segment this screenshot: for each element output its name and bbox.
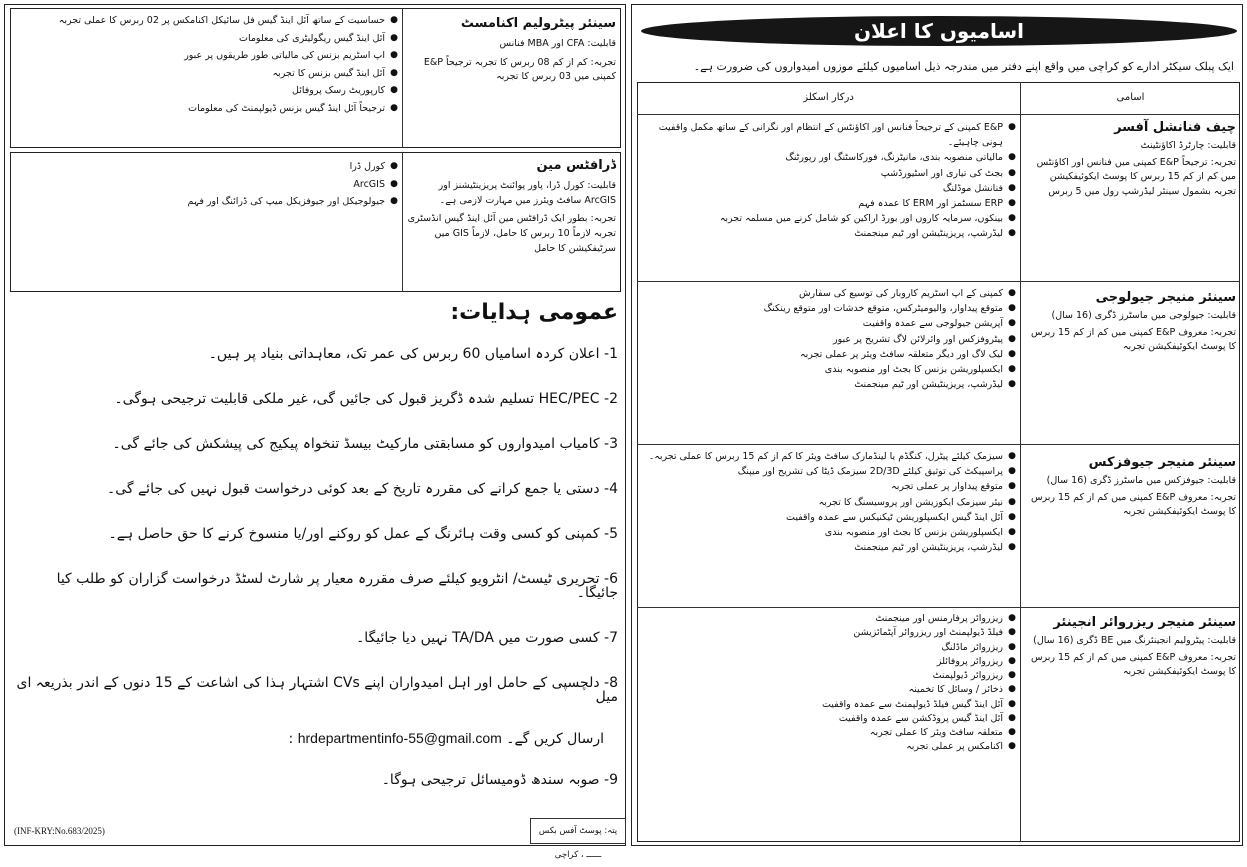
skill-item: ● پراسپیکٹ کی توثیق کیلئے 2D/3D سیزمک ڈیٹا کی تشریح اور میپنگ xyxy=(642,464,1016,479)
instruction-item: 3- کامیاب امیدواروں کو مسابقتی مارکیٹ بیسڈ تنخواہ پیکیج کی پیشکش کی جائے گی۔ xyxy=(112,436,618,452)
header-row-line xyxy=(637,114,1240,115)
position-title: سینئر منیجر جیولوجی xyxy=(1095,290,1236,305)
skill-item: ● اکنامکس پر عملی تجربہ xyxy=(642,740,1016,754)
skill-item: ● لیک لاگ اور دیگر متعلقہ سافٹ ویئر پر عملی تجربہ xyxy=(642,347,1016,362)
skill-item: ● نیئر سیزمک ایکوزیشن اور پروسیسنگ کا تجربہ xyxy=(642,495,1016,510)
position-economist xyxy=(406,16,616,85)
skill-item: ● ERP سسٹمز اور ERM کا عمدہ فہم xyxy=(642,196,1016,211)
position-geophysics xyxy=(1026,455,1236,520)
skill-item: ● لیڈرشپ، پریزینٹیشن اور ٹیم مینجمنٹ xyxy=(642,540,1016,555)
instruction-item: 6- تحریری ٹیسٹ/ انٹرویو کیلئے صرف مقررہ معیار پر شارٹ لسٹڈ درخواست گزاران کو طلب کیا جائیگا۔ xyxy=(56,571,618,601)
instruction-email-line xyxy=(14,731,618,746)
skill-item: ● آئل اینڈ گیس ایکسپلوریشن ٹیکنیکس سے عمدہ واقفیت xyxy=(642,510,1016,525)
skill-item: ● کورل ڈرا xyxy=(14,158,398,176)
position-qualification: قابلیت: جیولوجی میں ماسٹرز ڈگری (16 سال) xyxy=(1051,310,1236,321)
position-qualification: قابلیت: چارٹرڈ اکاؤنٹینٹ xyxy=(1140,140,1236,151)
instruction-item: 9- صوبہ سندھ ڈومیسائل ترجیحی ہوگا۔ xyxy=(381,772,618,788)
position-draftsman xyxy=(406,158,616,257)
skills-geophysics xyxy=(642,449,1016,555)
skill-item: ● E&P کمپنی کے ترجیحاً فنانس اور اکاؤنٹس کے انتظام اور نگرانی کے ساتھ مکمل واقفیت ہونی چاہیئے۔ xyxy=(642,120,1016,150)
email-prefix: : xyxy=(288,731,294,747)
skills-reservoir xyxy=(642,612,1016,755)
position-qualification: قابلیت: پیٹرولیم انجینئرنگ میں BE ڈگری (16 سال) xyxy=(1033,635,1236,646)
skill-item: ● بجٹ کی تیاری اور اسٹیورڈشپ xyxy=(642,166,1016,181)
skills-draftsman xyxy=(14,158,398,211)
row-separator xyxy=(637,444,1240,445)
signature-box: پتہ: پوسٹ آفس بکس ــــــ ، کراچی xyxy=(530,818,626,844)
position-title: ڈرافٹس مین xyxy=(536,158,616,173)
skill-item: ● مالیاتی منصوبہ بندی، مانیٹرنگ، فورکاسٹنگ اور رپورٹنگ xyxy=(642,150,1016,165)
skills-geology xyxy=(642,286,1016,392)
header-positions: اسامی xyxy=(1116,92,1145,103)
position-geology xyxy=(1026,290,1236,355)
intro-text: ایک پبلک سیکٹر ادارے کو کراچی میں واقع اپنے دفتر میں مندرجہ ذیل اسامیوں کیلئے موزوں امیدواروں کی ضرورت ہے۔ xyxy=(693,60,1234,73)
position-cfo xyxy=(1026,120,1236,200)
economist-divider xyxy=(402,8,403,148)
skill-item: ● فنانشل موڈلنگ xyxy=(642,181,1016,196)
skill-item: ● متعلقہ سافٹ ویئر کا عملی تجربہ xyxy=(642,726,1016,740)
general-instructions-title: عمومی ہدایات: xyxy=(450,300,618,325)
skill-item: ● کمپنی کے اپ اسٹریم کاروبار کی توسیع کی سفارش xyxy=(642,286,1016,301)
skill-item: ● ایکسپلوریشن بزنس کا بجٹ اور منصوبہ بندی xyxy=(642,525,1016,540)
page-title: اسامیوں کا اعلان xyxy=(641,16,1237,46)
skill-item: ● ترجیحاً آئل اینڈ گیس بزنس ڈیولپمنٹ کی معلومات xyxy=(14,100,398,118)
skill-item: ● ایکسپلوریشن بزنس کا بجٹ اور منصوبہ بندی xyxy=(642,362,1016,377)
skill-item: ● بینکوں، سرمایہ کاروں اور بورڈ اراکین کو شامل کرنے میں مسلمہ تجربہ xyxy=(642,211,1016,226)
skill-item: ● اپ اسٹریم بزنس کی مالیاتی طور طریقوں پر عبور xyxy=(14,47,398,65)
instruction-item: 1- اعلان کردہ اسامیاں 60 ربرس کی عمر تک، معاہداتی بنیاد پر ہیں۔ xyxy=(208,346,618,362)
position-title: سینئر منیجر ریزروائر انجینئر xyxy=(1053,615,1236,630)
skill-item: ● آئل اینڈ گیس ریگولیٹری کی معلومات xyxy=(14,30,398,48)
table-divider-vertical xyxy=(1020,82,1021,842)
skill-item: ● ریزروائر پروفائلز xyxy=(642,655,1016,669)
position-experience: تجربہ: معروف E&P کمپنی میں کم از کم 15 ربرس کا پوسٹ ایکوئیفکیشن تجربہ xyxy=(1030,651,1236,678)
email-address[interactable]: hrdepartmentinfo-55@gmail.com xyxy=(297,730,502,746)
instruction-item: 4- دستی یا جمع کرانے کی مقررہ تاریخ کے بعد کوئی درخواست قبول نہیں کی جائے گی۔ xyxy=(106,481,618,497)
position-qualification: قابلیت: جیوفزکس میں ماسٹرز ڈگری (16 سال) xyxy=(1046,475,1236,486)
skill-item: ● ریزروائر ماڈلنگ xyxy=(642,641,1016,655)
skill-item: ● متوقع پیداوار پر عملی تجربہ xyxy=(642,479,1016,494)
skill-item: ● ریزروائر ڈیولپمنٹ xyxy=(642,669,1016,683)
email-suffix: ارسال کریں گے۔ xyxy=(506,731,604,747)
skill-item: ● ArcGIS xyxy=(14,176,398,194)
skills-economist xyxy=(14,12,398,117)
position-title: سینئر پیٹرولیم اکنامسٹ xyxy=(460,16,616,31)
skill-item: ● لیڈرشپ، پریزینٹیشن اور ٹیم مینجمنٹ xyxy=(642,226,1016,241)
position-qualification: قابلیت: CFA اور MBA فنانس xyxy=(499,38,616,49)
skill-item: ● متوقع پیداوار، والیومیٹرکس، متوقع خدشات اور متوقع رینکنگ xyxy=(642,301,1016,316)
instruction-item: 5- کمپنی کو کسی وقت ہائرنگ کے عمل کو روکنے اور/یا منسوخ کرنے کا حق حاصل ہے۔ xyxy=(108,526,618,542)
skill-item: ● جیولوجیکل اور جیوفزیکل میپ کی ڈرائنگ اور فہم xyxy=(14,193,398,211)
position-experience: تجربہ: بطور ایک ڈرافٹس مین آئل اینڈ گیس انڈسٹری تجربہ لازماً 10 ربرس کا حامل، لازماً GIS میں سرٹیفکیشن کا حامل xyxy=(407,213,616,254)
position-experience: تجربہ: معروف E&P کمپنی میں کم از کم 15 ربرس کا پوسٹ ایکوئیفکیشن تجربہ xyxy=(1030,491,1236,518)
title-area xyxy=(637,8,1242,52)
row-separator xyxy=(637,607,1240,608)
draftsman-divider xyxy=(402,152,403,292)
position-qualification: قابلیت: کورل ڈرا، پاور پوائنٹ پریزینٹیشنز اور ArcGIS سافٹ ویئرز میں مہارت لازمی ہے۔ xyxy=(438,180,616,206)
skill-item: ● لیڈرشپ، پریزینٹیشن اور ٹیم مینجمنٹ xyxy=(642,377,1016,392)
general-instructions xyxy=(14,300,618,787)
position-title: سینئر منیجر جیوفزکس xyxy=(1088,455,1236,470)
skills-cfo xyxy=(642,120,1016,242)
instruction-item: 7- کسی صورت میں TA/DA نہیں دیا جائیگا۔ xyxy=(356,630,618,646)
skill-item: ● آئل اینڈ گیس پروڈکشن سے عمدہ واقفیت xyxy=(642,712,1016,726)
row-separator xyxy=(637,281,1240,282)
skill-item: ● کارپوریٹ رسک پروفائل xyxy=(14,82,398,100)
position-experience: تجربہ: معروف E&P کمپنی میں کم از کم 15 ربرس کا پوسٹ ایکوئیفکیشن تجربہ xyxy=(1030,326,1236,353)
instruction-item: 2- HEC/PEC تسلیم شدہ ڈگریز قبول کی جائیں گی، غیر ملکی قابلیت ترجیحی ہوگی۔ xyxy=(114,391,618,407)
skill-item: ● فیلڈ ڈیولپمنٹ اور ریزروائر آپٹمائزیشن xyxy=(642,626,1016,640)
skill-item: ● سیزمک کیلئے پیٹرل، کنگڈم یا لینڈمارک سافٹ ویئر کا کم از کم 15 ربرس کا عملی تجربہ۔ xyxy=(642,449,1016,464)
instruction-item: 8- دلچسپی کے حامل اور اہل امیدواران اپنے CVs اشتہار ہذا کی اشاعت کے 15 دنوں کے اندر بذریعہ ای میل xyxy=(16,675,618,705)
position-reservoir xyxy=(1026,615,1236,680)
skill-item: ● آئل اینڈ گیس بزنس کا تجربہ xyxy=(14,65,398,83)
skill-item: ● حساسیت کے ساتھ آئل اینڈ گیس فل سائیکل اکنامکس پر 02 ربرس کا عملی تجربہ xyxy=(14,12,398,30)
position-experience: تجربہ: کم از کم 08 ربرس کا تجربہ ترجیحاً E&P کمپنی میں 03 ربرس کا تجربہ xyxy=(423,56,616,83)
reference-number: (INF-KRY:No.683/2025) xyxy=(14,826,105,836)
position-title: چیف فنانشل آفسر xyxy=(1114,120,1236,135)
skill-item: ● ذخائر / وسائل کا تخمینہ xyxy=(642,683,1016,697)
skill-item: ● آپریشن جیولوجی سے عمدہ واقفیت xyxy=(642,316,1016,331)
position-experience: تجربہ: ترجیحاً E&P کمپنی میں فنانس اور اکاؤنٹس میں کم از کم 15 ربرس کا پوسٹ ایکوئیفکیشن تجربہ بشمول سینئر لیڈرشپ رول میں 5 ربرس xyxy=(1036,156,1236,198)
skill-item: ● پیٹروفزکس اور وائرلائن لاگ تشریح پر عبور xyxy=(642,332,1016,347)
skill-item: ● آئل اینڈ گیس فیلڈ ڈیولپمنٹ سے عمدہ واقفیت xyxy=(642,698,1016,712)
skill-item: ● ریزروائر پرفارمنس اور مینجمنٹ xyxy=(642,612,1016,626)
header-requirements: درکار اسکلز xyxy=(803,92,854,103)
